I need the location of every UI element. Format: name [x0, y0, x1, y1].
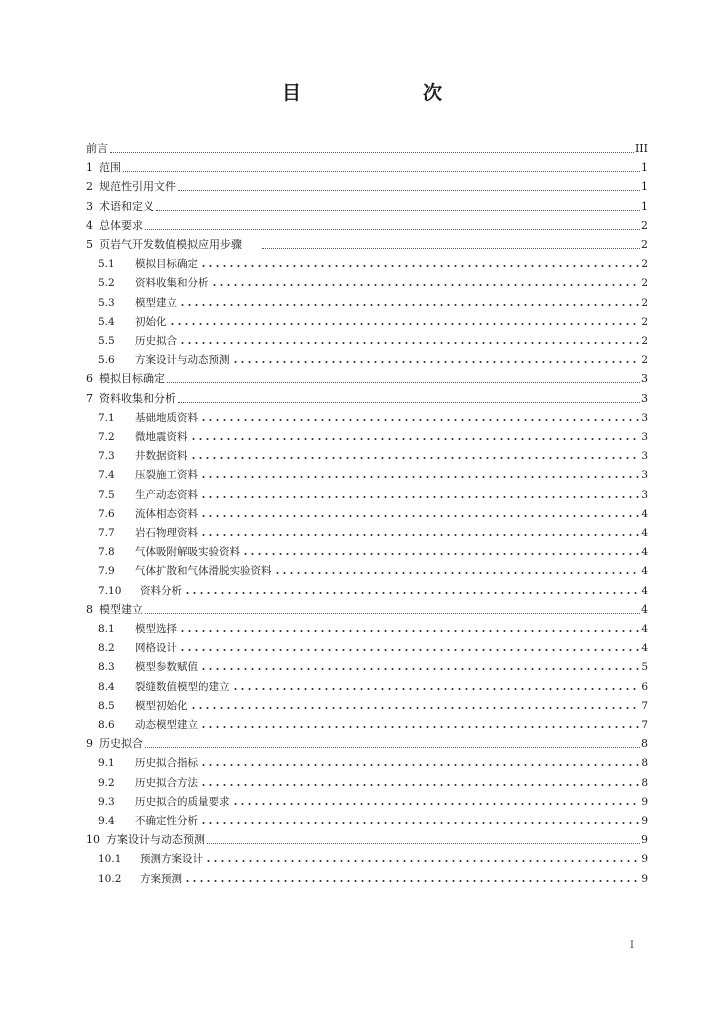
toc-leader-dots — [110, 148, 634, 153]
page-title: 目 次 — [281, 82, 470, 104]
toc-leader-dots — [145, 225, 640, 230]
toc-leader-dots — [232, 687, 641, 691]
toc-entry-page: 2 — [641, 238, 648, 251]
toc-entry[interactable] — [86, 215, 648, 233]
toc-entry-number: 7.7 — [98, 527, 115, 539]
toc-entry-number: 4 — [86, 218, 93, 232]
toc-leader-dots — [262, 244, 640, 249]
toc-entry[interactable] — [86, 196, 648, 214]
toc-entry-number: 2 — [86, 180, 93, 194]
toc-entry-label: 气体扩散和气体滑脱实验资料 — [135, 565, 272, 578]
toc-entry-number: 7.9 — [98, 565, 115, 578]
toc-entry-number: 5.1 — [98, 258, 115, 271]
toc-entry-page: 9 — [641, 795, 648, 808]
toc-entry-page: 8 — [641, 776, 648, 789]
toc-entry-page: 3 — [641, 431, 648, 443]
toc-entry-number: 7 — [86, 391, 93, 405]
toc-entry-label: 历史拟合的质量要求 — [135, 795, 230, 808]
toc-entry[interactable] — [98, 522, 648, 540]
toc-leader-dots — [200, 418, 640, 422]
toc-entry-page: 1 — [641, 161, 648, 175]
toc-entry-number: 7.5 — [98, 488, 115, 501]
toc-entry[interactable] — [98, 503, 648, 521]
toc-entry-label: 网格设计 — [135, 642, 177, 655]
toc-entry-number: 9.1 — [98, 757, 115, 770]
toc-leader-dots — [242, 552, 640, 556]
toc-entry[interactable] — [98, 656, 648, 674]
toc-entry-label: 资料收集和分析 — [99, 391, 176, 405]
toc-entry-label: 方案设计与动态预测 — [135, 354, 230, 367]
toc-entry-number: 7.4 — [98, 469, 115, 482]
toc-entry-label: 资料分析 — [140, 584, 182, 597]
toc-entry-number: 5.5 — [98, 335, 115, 347]
toc-entry-number: 5.6 — [98, 354, 115, 367]
toc-entry-page: 4 — [641, 565, 648, 578]
toc-entry-label: 不确定性分析 — [135, 815, 198, 827]
toc-leader-dots — [179, 648, 640, 652]
toc-entry-page: 4 — [641, 623, 648, 635]
toc-leader-dots — [200, 514, 640, 518]
toc-leader-dots — [178, 186, 640, 191]
toc-entry-page: 4 — [641, 507, 648, 520]
toc-entry-label: 页岩气开发数值模拟应用步骤 — [99, 238, 242, 251]
toc-entry[interactable] — [86, 157, 648, 175]
toc-entry-number: 5 — [86, 238, 93, 251]
toc-entry-number: 5.2 — [98, 277, 115, 290]
toc-leader-dots — [200, 264, 640, 268]
toc-entry-number: 10 — [86, 833, 100, 847]
toc-entry-label: 基础地质资料 — [135, 411, 198, 424]
toc-entry-number: 7.3 — [98, 450, 115, 463]
toc-entry[interactable] — [98, 868, 648, 886]
toc-entry-number: 9.4 — [98, 815, 115, 827]
toc-leader-dots — [179, 341, 640, 345]
toc-entry[interactable] — [86, 176, 648, 194]
toc-leader-dots — [190, 456, 641, 460]
toc-entry-number: 10.1 — [98, 853, 122, 866]
page-number: I — [630, 940, 634, 951]
toc-entry-number: 9.3 — [98, 795, 115, 808]
toc-entry-label: 模型选择 — [135, 623, 177, 635]
toc-leader-dots — [207, 839, 640, 844]
toc-leader-dots — [169, 322, 641, 326]
toc-entry[interactable] — [98, 445, 648, 463]
toc-entry[interactable] — [86, 388, 648, 406]
toc-leader-dots — [179, 303, 640, 307]
toc-entry-number: 7.1 — [98, 411, 115, 424]
toc-entry[interactable] — [98, 637, 648, 655]
toc-entry-page: 2 — [641, 296, 648, 309]
toc-entry-label: 生产动态资料 — [135, 488, 198, 501]
toc-entry[interactable] — [86, 599, 648, 617]
toc-leader-dots — [145, 743, 640, 748]
toc-entry-page: 2 — [641, 218, 648, 232]
toc-leader-dots — [200, 495, 640, 499]
toc-entry-number: 8.1 — [98, 623, 115, 635]
toc-entry-number: 10.2 — [98, 872, 122, 885]
toc-entry-number: 8.5 — [98, 699, 115, 712]
toc-leader-dots — [200, 667, 640, 671]
toc-entry[interactable] — [98, 407, 648, 425]
toc-entry[interactable] — [98, 810, 648, 828]
toc-entry-label: 模型参数赋值 — [135, 661, 198, 674]
toc-entry-label: 历史拟合方法 — [135, 776, 198, 789]
toc-entry-number: 7.10 — [98, 584, 122, 597]
toc-entry-label: 裂缝数值模型的建立 — [135, 680, 230, 693]
toc-entry-label: 压裂施工资料 — [135, 469, 198, 482]
toc-entry-label: 流体相态资料 — [135, 507, 198, 520]
toc-entry[interactable] — [98, 484, 648, 502]
toc-entry[interactable] — [98, 272, 648, 290]
toc-entry-number: 7.6 — [98, 507, 115, 520]
toc-entry-page: 9 — [641, 815, 648, 827]
toc-entry-label: 前言 — [86, 142, 108, 155]
toc-entry-number: 9.2 — [98, 776, 115, 789]
toc-leader-dots — [200, 783, 640, 787]
toc-entry-label: 模型建立 — [135, 296, 177, 309]
toc-entry-page: 7 — [641, 699, 648, 712]
toc-entry-page: 4 — [641, 602, 648, 616]
toc-entry-number: 1 — [86, 161, 93, 175]
toc-entry-label: 微地震资料 — [135, 431, 188, 443]
toc-entry-label: 模型初始化 — [135, 699, 188, 712]
toc-entry[interactable] — [86, 368, 648, 386]
toc-leader-dots — [200, 533, 640, 537]
toc-entry-number: 5.4 — [98, 315, 115, 328]
toc-entry[interactable] — [98, 676, 648, 694]
toc-entry-page: 7 — [641, 719, 648, 731]
toc-entry[interactable] — [98, 426, 648, 444]
toc-entry[interactable] — [98, 772, 648, 790]
toc-entry[interactable] — [98, 330, 648, 348]
toc-entry-label: 岩石物理资料 — [135, 527, 198, 539]
toc-leader-dots — [200, 763, 640, 767]
toc-entry-page: 2 — [641, 335, 648, 347]
toc-entry-number: 3 — [86, 199, 93, 213]
toc-entry-page: 3 — [641, 372, 648, 386]
toc-leader-dots — [200, 725, 640, 729]
toc-entry-page: 4 — [641, 527, 648, 539]
toc-entry[interactable] — [98, 714, 648, 732]
toc-entry-label: 模型建立 — [99, 602, 143, 616]
toc-entry-label: 总体要求 — [99, 218, 143, 232]
toc-leader-dots — [145, 609, 640, 614]
toc-entry[interactable] — [98, 292, 648, 310]
toc-entry-page: 9 — [641, 833, 648, 847]
toc-entry-label: 方案设计与动态预测 — [106, 833, 205, 847]
toc-entry-label: 动态模型建立 — [135, 719, 198, 731]
toc-entry-page: 3 — [641, 488, 648, 501]
toc-entry-number: 6 — [86, 372, 93, 386]
toc-entry-page: 4 — [641, 642, 648, 655]
toc-leader-dots — [123, 167, 640, 172]
toc-entry-label: 规范性引用文件 — [99, 180, 176, 194]
toc-entry[interactable] — [98, 695, 648, 713]
toc-entry-label: 初始化 — [135, 315, 167, 328]
toc-entry[interactable] — [98, 311, 648, 329]
toc-entry[interactable] — [98, 349, 648, 367]
toc-leader-dots — [184, 879, 640, 883]
toc-entry-label: 模拟目标确定 — [99, 372, 165, 386]
toc-entry-number: 8.2 — [98, 642, 115, 655]
toc-leader-dots — [232, 802, 641, 806]
toc-entry-number: 9 — [86, 737, 93, 751]
toc-entry[interactable] — [98, 618, 648, 636]
toc-entry[interactable] — [86, 733, 648, 751]
toc-entry[interactable] — [86, 829, 648, 847]
toc-entry-page: 9 — [641, 872, 648, 885]
toc-entry-number: 8 — [86, 602, 93, 616]
toc-entry-label: 历史拟合 — [135, 335, 177, 347]
toc-entry-label: 资料收集和分析 — [135, 277, 209, 290]
toc-entry[interactable] — [98, 848, 648, 866]
toc-leader-dots — [167, 378, 640, 383]
toc-entry-page: 6 — [641, 680, 648, 693]
toc-entry[interactable] — [98, 541, 648, 559]
toc-entry-label: 方案预测 — [140, 872, 182, 885]
toc-leader-dots — [274, 571, 641, 575]
toc-leader-dots — [205, 859, 640, 863]
toc-entry[interactable] — [86, 234, 648, 252]
toc-entry-label: 气体吸附解吸实验资料 — [135, 546, 240, 559]
toc-entry[interactable] — [98, 253, 648, 271]
toc-entry-page: 2 — [641, 277, 648, 290]
toc-entry[interactable] — [98, 752, 648, 770]
toc-leader-dots — [190, 706, 641, 710]
toc-entry-page: 1 — [641, 199, 648, 213]
toc-entry-page: 3 — [641, 450, 648, 463]
toc-entry-number: 7.8 — [98, 546, 115, 559]
toc-entry-page: 4 — [641, 546, 648, 559]
toc-leader-dots — [232, 360, 641, 364]
toc-entry-page: 3 — [641, 469, 648, 482]
toc-entry-page: 3 — [641, 391, 648, 405]
toc-leader-dots — [184, 591, 640, 595]
toc-entry-page: 8 — [641, 757, 648, 770]
toc-entry-page: 2 — [641, 315, 648, 328]
toc-entry-number: 8.4 — [98, 680, 115, 693]
toc-leader-dots — [200, 821, 640, 825]
toc-entry[interactable] — [98, 791, 648, 809]
toc-entry-label: 历史拟合指标 — [135, 757, 198, 770]
toc-entry-page: 3 — [641, 411, 648, 424]
toc-entry-page: 2 — [641, 258, 648, 271]
toc-entry-page: 4 — [641, 584, 648, 597]
toc-entry[interactable] — [98, 560, 648, 578]
toc-entry-page: 2 — [641, 354, 648, 367]
toc-entry-number: 5.3 — [98, 296, 115, 309]
toc-leader-dots — [156, 206, 640, 211]
toc-entry-label: 术语和定义 — [99, 199, 154, 213]
toc-entry-page: 5 — [641, 661, 648, 674]
toc-leader-dots — [190, 437, 641, 441]
toc-leader-dots — [178, 398, 640, 403]
toc-leader-dots — [200, 475, 640, 479]
toc-entry[interactable] — [98, 464, 648, 482]
toc-entry-label: 预测方案设计 — [140, 853, 203, 866]
toc-entry-label: 井数据资料 — [135, 450, 188, 463]
toc-leader-dots — [179, 629, 640, 633]
toc-entry-label: 范围 — [99, 161, 121, 175]
toc-entry-number: 7.2 — [98, 431, 115, 443]
toc-entry[interactable] — [98, 580, 648, 598]
toc-entry-page: 9 — [641, 853, 648, 866]
toc-entry-page: 8 — [641, 737, 648, 751]
toc-entry-number: 8.6 — [98, 719, 115, 731]
toc-entry[interactable] — [86, 138, 648, 156]
toc-entry-label: 历史拟合 — [99, 737, 143, 751]
toc-entry-page: 1 — [641, 180, 648, 194]
toc-entry-number: 8.3 — [98, 661, 115, 674]
toc-leader-dots — [211, 283, 641, 287]
toc-entry-label: 模拟目标确定 — [135, 258, 198, 271]
toc-entry-page: III — [634, 142, 648, 155]
